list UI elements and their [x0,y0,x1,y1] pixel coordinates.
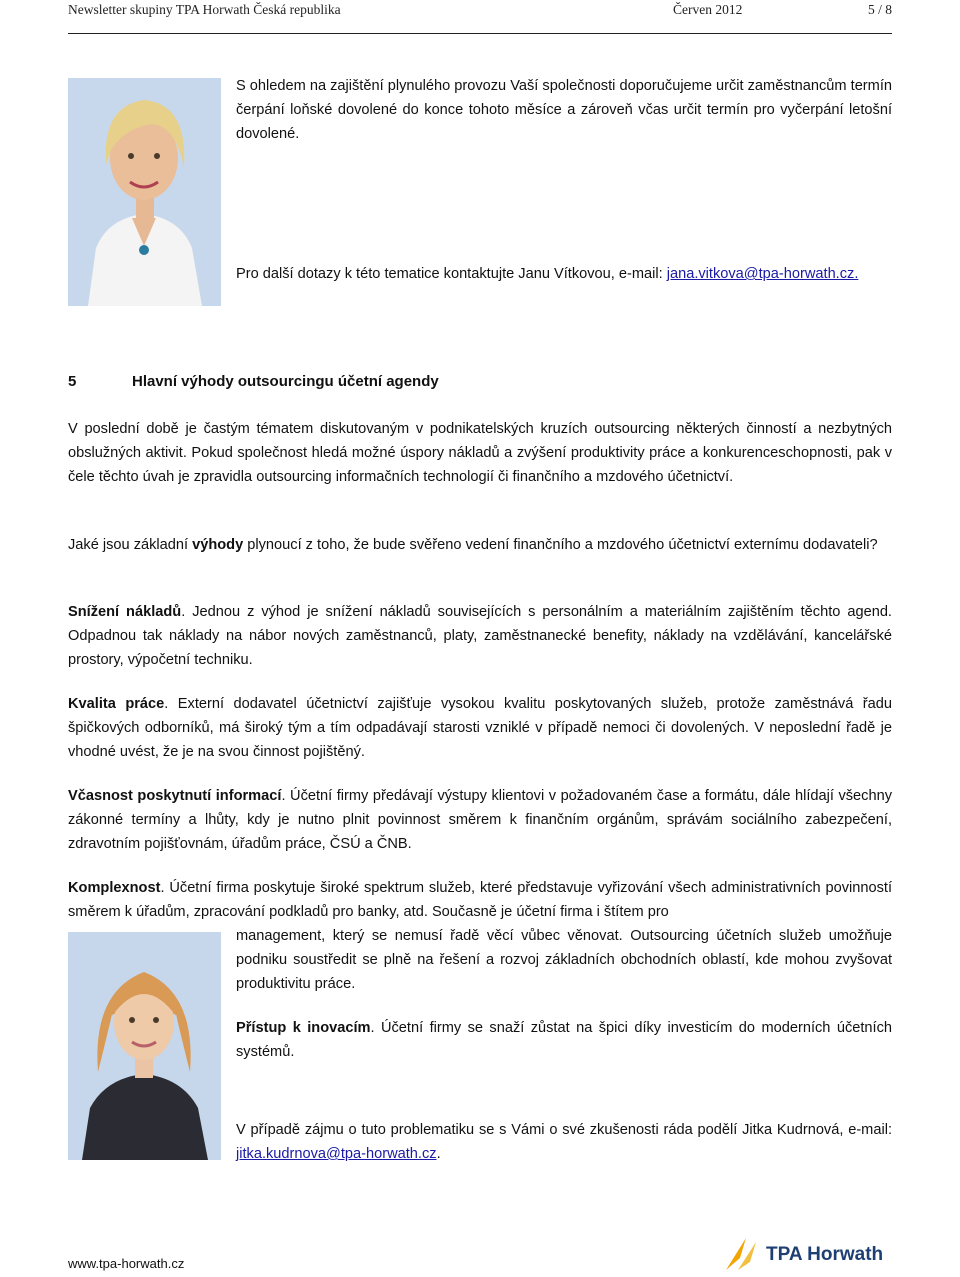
page-number: 5 / 8 [867,2,892,17]
closing-paragraph: V případě zájmu o tuto problematiku se s Vámi o své zkušenosti ráda podělí Jitka Kudrnová, e-mail: jitka.kudrnova@tpa-horwath.cz. [236,1122,892,1162]
header-divider [68,33,892,34]
footer-website: www.tpa-horwath.cz [68,1256,185,1271]
question-paragraph: Jaké jsou základní výhody plynoucí z toho, že bude svěřeno vedení finančního a mzdového účetnictví externímu dodavateli? [68,537,878,553]
issue-date: Červen 2012 [673,2,743,17]
portrait-jana-vitkova [68,78,221,306]
benefit-complexity: Komplexnost. Účetní firma poskytuje široké spektrum služeb, které představuje vyřizování všech administrativních povinností směrem k úřadům, zpracování podkladů pro banky, atd. Současně je účetní firma i štítem pro [68,880,892,920]
section-number: 5 [68,373,77,390]
intro-paragraph: S ohledem na zajištění plynulého provozu Vaší společnosti doporučujeme určit zaměstnancům termín čerpání loňské dovolené do konce tohoto měsíce a zároveň včas určit termín pro vyčerpání letošní dovolené. [236,78,892,142]
newsletter-title: Newsletter skupiny TPA Horwath Česká republika [68,2,341,17]
page-header [68,0,892,32]
portrait-jitka-kudrnova [68,932,221,1160]
benefit-quality: Kvalita práce. Externí dodavatel účetnictví zajišťuje vysokou kvalitu poskytovaných služeb, protože zaměstnává řadu špičkových odborníků, má široký tým a tím odpadávají starosti vzniklé v případě nemoci či dovolených. V neposlední řadě je vhodné uvést, že je na svou činnost pojištěný. [68,696,892,760]
benefit-timeliness: Včasnost poskytnutí informací. Účetní firmy předávají výstupy klientovi v požadovaném čase a formátu, dále hlídají všechny zákonné termíny a lhůty, kdy je nutno plnit povinnost směrem k finančním orgánům, správám sociálního zabezpečení, zdravotním pojišťovnám, úřadům práce, ČSÚ a ČNB. [68,788,893,852]
section-heading [68,373,439,390]
benefit-complexity-continued: management, který se nemusí řadě věcí vůbec věnovat. Outsourcing účetních služeb umožňuje podniku soustředit se plně na řešení a rozvoj základních obchodních oblastí, kde mohou zvyšovat produktivitu práce. [236,928,892,992]
tpa-horwath-logo [724,1236,894,1272]
logo-flame-icon [724,1236,764,1272]
logo-text: TPA Horwath [766,1244,884,1265]
benefit-innovation: Přístup k inovacím. Účetní firmy se snaží zůstat na špici díky investicím do moderních účetních systémů. [236,1020,892,1060]
email-link-vitkova[interactable]: jana.vitkova@tpa-horwath.cz. [666,266,859,282]
email-link-kudrnova[interactable]: jitka.kudrnova@tpa-horwath.cz [236,1146,437,1162]
section-title: Hlavní výhody outsourcingu účetní agendy [132,373,439,390]
benefit-cost-reduction: Snížení nákladů. Jednou z výhod je snížení nákladů souvisejících s personálním a materiálním zajištěním těchto agend. Odpadnou tak náklady na nábor nových zaměstnanců, platy, zaměstnanecké benefity, náklady na vzdělávání, kancelářské prostory, výpočetní techniku. [68,604,892,668]
section-intro-paragraph: V poslední době je častým tématem diskutovaným v podnikatelských kruzích outsourcing některých činností a nezbytných obslužných aktivit. Pokud společnost hledá možné úspory nákladů a zvýšení produktivity práce a konkurenceschopnosti, pak v čele těchto úvah je zpravidla outsourcing informačních technologií či finančního a mzdového účetnictví. [68,421,892,485]
contact-paragraph: Pro další dotazy k této tematice kontaktujte Janu Vítkovou, e-mail: jana.vitkova@tpa-horwath.cz. [236,266,859,282]
